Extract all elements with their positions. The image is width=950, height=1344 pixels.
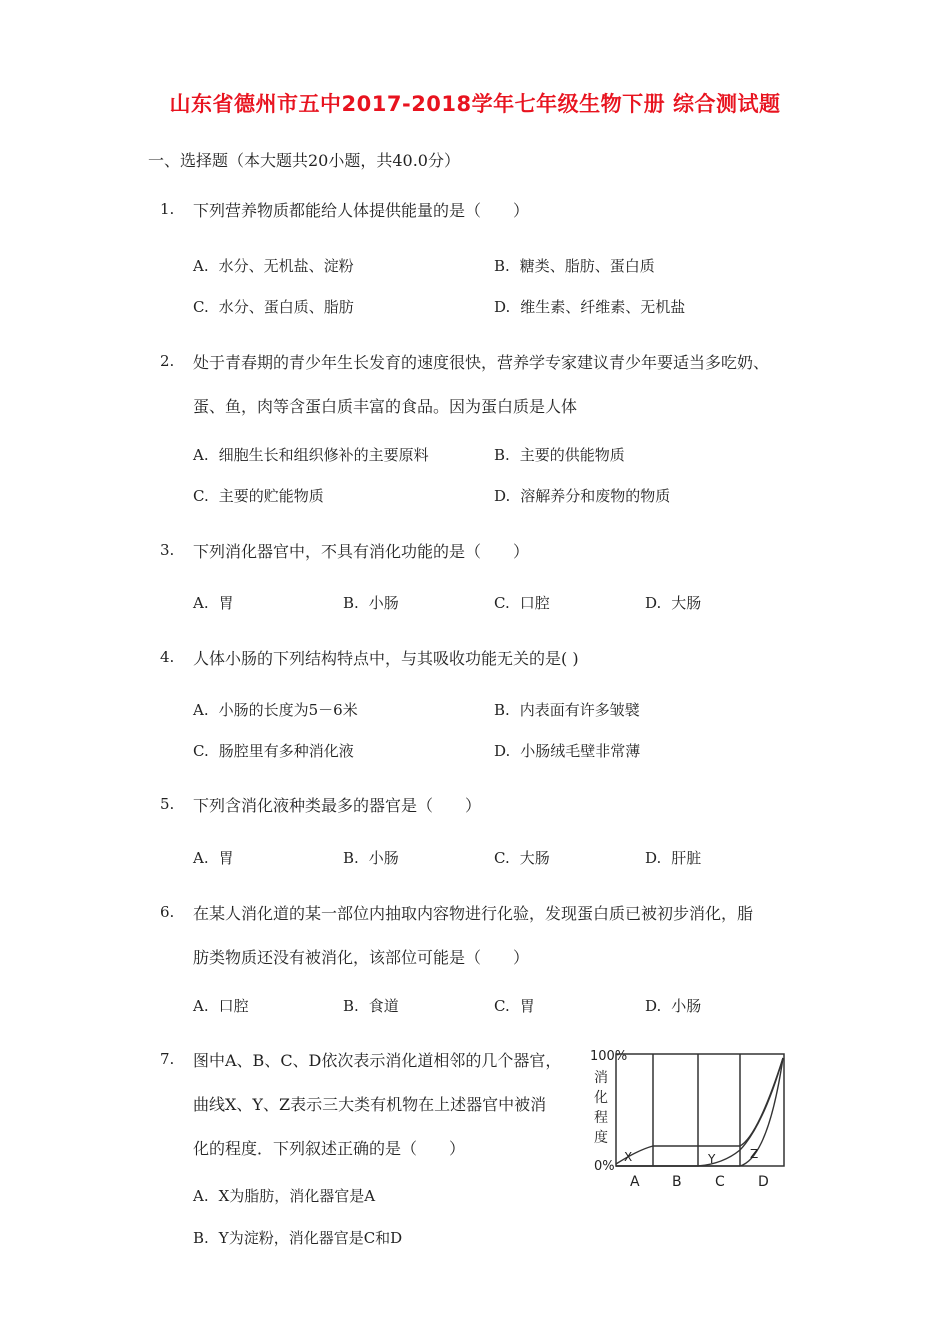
- option-d[interactable]: D. 肝脏: [645, 849, 702, 867]
- question-text: 下列消化器官中，不具有消化功能的是（ ）: [193, 542, 530, 561]
- option-a[interactable]: A. 口腔: [193, 997, 249, 1015]
- question-number: 5.: [160, 795, 175, 813]
- question-number: 7.: [160, 1050, 175, 1068]
- option-c[interactable]: C. 肠腔里有多种消化液: [193, 742, 354, 760]
- question-number: 3.: [160, 541, 175, 559]
- digestion-figure: [588, 1046, 798, 1196]
- section-heading: 一、选择题（本大题共20小题，共40.0分）: [148, 151, 460, 170]
- x-label-c: C: [715, 1174, 725, 1190]
- option-d[interactable]: D. 维生素、纤维素、无机盐: [494, 298, 686, 316]
- y-title-char: 度: [594, 1130, 608, 1146]
- question-number: 1.: [160, 200, 175, 218]
- option-d[interactable]: D. 小肠绒毛壁非常薄: [494, 742, 641, 760]
- option-b[interactable]: B. 食道: [343, 997, 399, 1015]
- option-a[interactable]: A. 小肠的长度为5－6米: [193, 701, 358, 719]
- option-d[interactable]: D. 溶解养分和废物的物质: [494, 487, 671, 505]
- y-title-char: 化: [594, 1090, 608, 1106]
- document-title: 山东省德州市五中2017-2018学年七年级生物下册 综合测试题: [169, 92, 781, 116]
- question-text: 在某人消化道的某一部位内抽取内容物进行化验，发现蛋白质已被初步消化，脂 肪类物质还没有被消化，该部位可能是（ ）: [193, 904, 754, 967]
- option-a[interactable]: A. 胃: [193, 849, 234, 867]
- option-b[interactable]: B. 小肠: [343, 594, 399, 612]
- option-c[interactable]: C. 大肠: [494, 849, 550, 867]
- option-a[interactable]: A. X为脂肪，消化器官是A: [193, 1187, 376, 1205]
- option-d[interactable]: D. 小肠: [645, 997, 702, 1015]
- plot-frame: [616, 1054, 784, 1166]
- y-top-label: 100%: [590, 1049, 628, 1064]
- option-c[interactable]: C. 水分、蛋白质、脂肪: [193, 298, 354, 316]
- option-b[interactable]: B. 内表面有许多皱襞: [494, 701, 640, 719]
- curve-label-y: Y: [708, 1152, 716, 1166]
- question-number: 4.: [160, 648, 175, 666]
- question-text: 下列含消化液种类最多的器官是（ ）: [193, 796, 482, 815]
- option-c[interactable]: C. 胃: [494, 997, 535, 1015]
- option-c[interactable]: C. 口腔: [494, 594, 550, 612]
- x-label-d: D: [758, 1174, 769, 1190]
- option-b[interactable]: B. 主要的供能物质: [494, 446, 625, 464]
- question-text: 下列营养物质都能给人体提供能量的是（ ）: [193, 201, 530, 220]
- question-number: 2.: [160, 352, 175, 370]
- curve-label-x: X: [624, 1150, 633, 1164]
- y-title-char: 程: [594, 1110, 608, 1126]
- question-number: 6.: [160, 903, 175, 921]
- option-d[interactable]: D. 大肠: [645, 594, 702, 612]
- option-b[interactable]: B. Y为淀粉，消化器官是C和D: [193, 1229, 403, 1247]
- x-label-b: B: [672, 1174, 682, 1190]
- question-text: 处于青春期的青少年生长发育的速度很快，营养学专家建议青少年要适当多吃奶、 蛋、鱼，肉等含蛋白质丰富的食品。因为蛋白质是人体: [193, 353, 770, 416]
- question-text: 人体小肠的下列结构特点中，与其吸收功能无关的是( ): [193, 649, 579, 668]
- option-a[interactable]: A. 胃: [193, 594, 234, 612]
- option-b[interactable]: B. 糖类、脂肪、蛋白质: [494, 257, 655, 275]
- question-text: 图中A、B、C、D依次表示消化道相邻的几个器官， 曲线X、Y、Z表示三大类有机物在上述器官中被消 化的程度．下列叙述正确的是（ ）: [193, 1051, 562, 1158]
- y-bottom-label: 0%: [594, 1159, 615, 1174]
- y-title-char: 消: [594, 1070, 608, 1086]
- option-a[interactable]: A. 细胞生长和组织修补的主要原料: [193, 446, 429, 464]
- curve-label-z: Z: [750, 1147, 759, 1161]
- option-c[interactable]: C. 主要的贮能物质: [193, 487, 324, 505]
- option-a[interactable]: A. 水分、无机盐、淀粉: [193, 257, 354, 275]
- option-b[interactable]: B. 小肠: [343, 849, 399, 867]
- x-label-a: A: [630, 1174, 640, 1190]
